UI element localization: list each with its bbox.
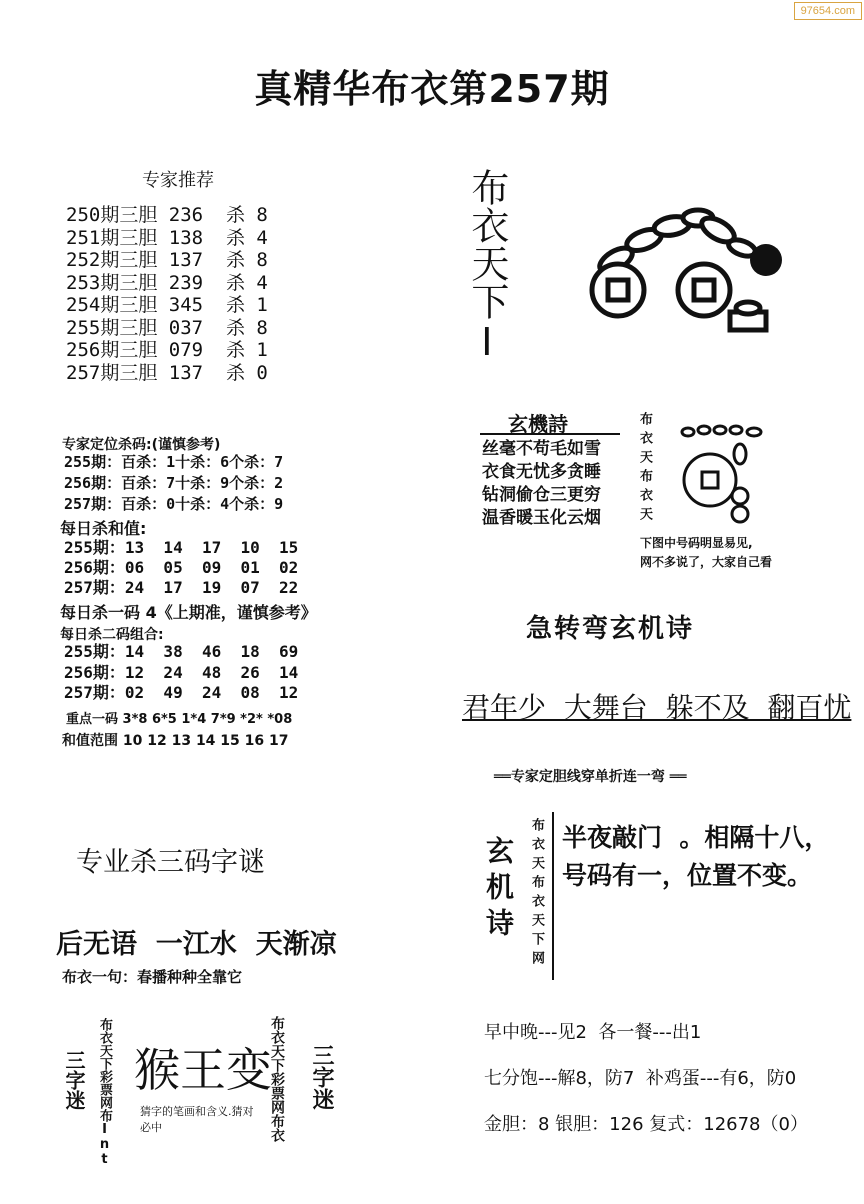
xuanji-lines <box>482 438 601 530</box>
position-kill-heading: 专家定位杀码:(谨慎参考) <box>62 437 221 453</box>
watermark: 97654.com <box>794 2 862 20</box>
expert-row: 250期三胆 236 杀 8 <box>66 204 268 226</box>
daily-sum-row: 255期：13 14 17 10 15 <box>64 538 299 557</box>
position-kill-row: 255期：百杀：1十杀：6个杀：7 <box>64 453 284 471</box>
xuanji-shi-label: 玄机诗 <box>482 836 515 944</box>
turn-poem-heading: 急转弯玄机诗 <box>526 614 695 644</box>
single-line-title: ══专家定胆线穿单折连一弯 ══ <box>494 769 687 785</box>
bottom-right-line-1: 早中晚---见2 各一餐---出1 <box>484 1022 702 1043</box>
riddle-sub: 布衣一句：春播种种全靠它 <box>62 968 243 986</box>
expert-list <box>66 204 268 384</box>
expert-row: 257期三胆 137 杀 0 <box>66 361 268 384</box>
xuanji-line: 钻洞偷仓三更穷 <box>482 485 601 505</box>
page-title: 真精华布衣第257期 <box>254 67 610 111</box>
riddle-heading: 专业杀三码字谜 <box>76 847 265 878</box>
position-kill-list <box>64 452 283 515</box>
xuanji-shi-line-2: 号码有一，位置不变。 <box>562 861 813 890</box>
right-riddle-label: 三字迷 <box>309 1044 334 1110</box>
riddle-line: 后无语 一江水 天渐凉 <box>56 929 337 960</box>
xuanji-note-1: 下图中号码明显易见, <box>640 536 753 550</box>
daily-two-row: 255期：14 38 46 18 69 <box>64 642 299 661</box>
bottom-right-line-3: 金胆：8 银胆：126 复式：12678（0） <box>484 1114 808 1135</box>
position-kill-row: 257期：百杀：0十杀：4个杀：9 <box>64 495 284 513</box>
turn-poem-line: 君年少 大舞台 躲不及 翻百忧 <box>462 691 852 724</box>
riddle-main-word: 猴王变 <box>134 1043 272 1097</box>
expert-row: 254期三胆 345 杀 1 <box>66 294 268 316</box>
right-riddle-vertical: 布衣天下彩票网布衣 <box>269 1016 285 1142</box>
xuanji-divider <box>480 433 620 435</box>
xuanji-line: 衣食无忧多贪睡 <box>482 462 601 482</box>
xuanji-shi-vertical: 布衣天布衣天下网 <box>529 818 544 970</box>
xuanji-line: 丝毫不苟毛如雪 <box>482 439 601 459</box>
bottom-right-line-2: 七分饱---解8，防7 补鸡蛋---有6，防0 <box>484 1068 797 1089</box>
expert-row: 255期三胆 037 杀 8 <box>66 316 268 339</box>
position-kill-row: 256期：百杀：7十杀：9个杀：2 <box>64 474 284 492</box>
daily-sum-heading: 每日杀和值: <box>60 519 147 538</box>
daily-sum-row: 257期：24 17 19 07 22 <box>64 578 299 597</box>
riddle-note: 猜字的笔画和含义.猜对必中 <box>140 1105 254 1134</box>
xuanji-shi-line-1: 半夜敲门 。相隔十八， <box>562 823 830 852</box>
daily-two-heading: 每日杀二码组合: <box>60 627 164 643</box>
daily-one-code: 每日杀一码 4《上期准，谨慎参考》 <box>60 603 317 622</box>
xuanji-note-2: 网不多说了，大家自己看 <box>640 555 773 569</box>
buyi-title: 布衣天下I <box>464 168 509 364</box>
daily-sum-row: 256期：06 05 09 01 02 <box>64 558 299 577</box>
xuanji-shi-divider <box>552 812 554 980</box>
left-riddle-vertical: 布衣天下彩票网布Int <box>97 1018 112 1167</box>
daily-two-row: 256期：12 24 48 26 14 <box>64 662 299 682</box>
coin-chain-image <box>580 200 790 340</box>
expert-row: 251期三胆 138 杀 4 <box>66 226 268 249</box>
left-riddle-label: 三字迷 <box>62 1050 86 1110</box>
expert-row: 256期三胆 079 杀 1 <box>66 339 268 361</box>
expert-row: 253期三胆 239 杀 4 <box>66 271 268 294</box>
expert-row: 252期三胆 137 杀 8 <box>66 249 268 271</box>
xuanji-line: 温香暖玉化云烟 <box>482 508 601 528</box>
key-code: 重点一码 3*8 6*5 1*4 7*9 *2* *08 <box>66 712 293 727</box>
sum-range: 和值范围 10 12 13 14 15 16 17 <box>62 733 289 749</box>
daily-sum-list <box>64 538 298 598</box>
coin-string-image <box>674 420 774 530</box>
xuanji-heading: 玄機詩 <box>508 412 568 436</box>
daily-two-list <box>64 642 298 704</box>
expert-heading: 专家推荐 <box>142 170 214 191</box>
daily-two-row: 257期：02 49 24 08 12 <box>64 683 299 702</box>
xuanji-vertical: 布衣天布衣天 <box>637 412 652 526</box>
